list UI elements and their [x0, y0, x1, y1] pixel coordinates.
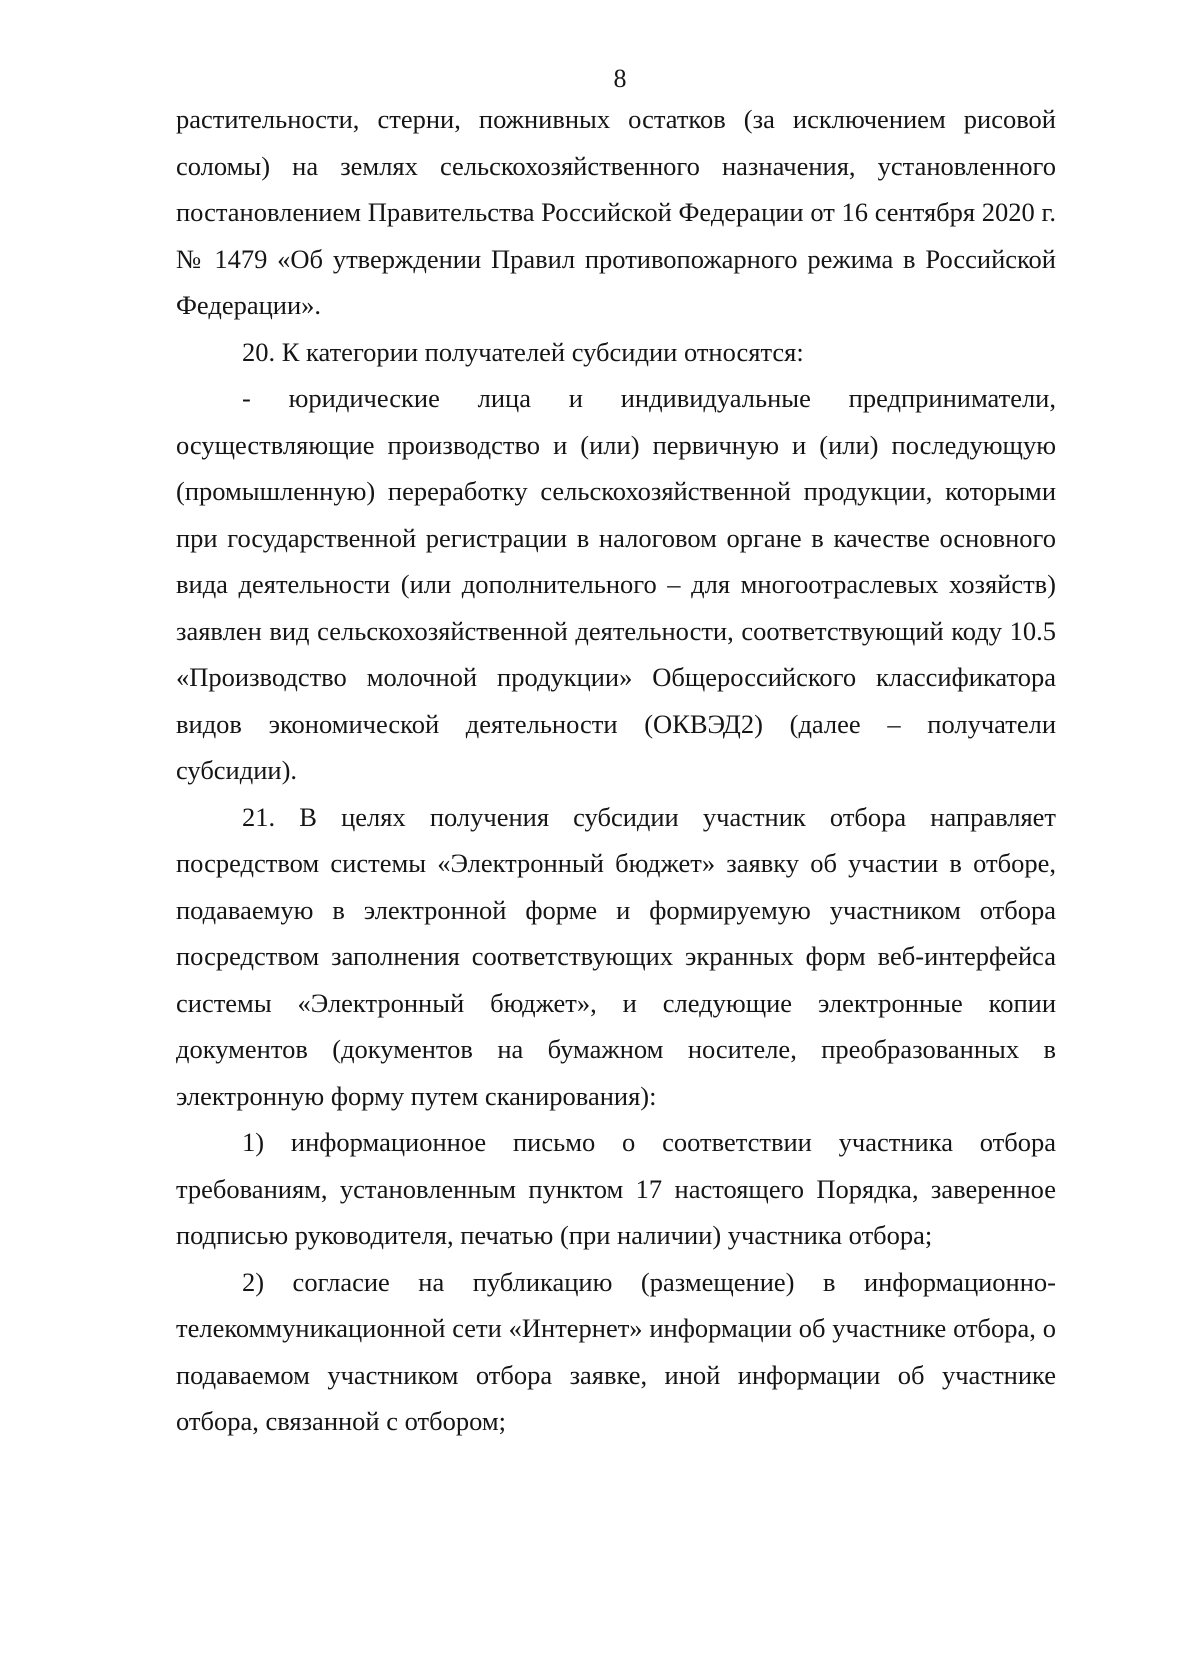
document-body [176, 96, 1056, 1445]
paragraph-continuation: растительности, стерни, пожнивных остатков (за исключением рисовой соломы) на землях сельскохозяйственного назначения, установленного постановлением Правительства Российской Федерации от 16 сентября 2020 г. № 1479 «Об утверждении Правил противопожарного режима в Российской Федерации». [176, 104, 1056, 320]
page-number: 8 [613, 64, 627, 93]
paragraph-subitem-1: 1) информационное письмо о соответствии участника отбора требованиям, установленным пунктом 17 настоящего Порядка, заверенное подписью руководителя, печатью (при наличии) участника отбора; [176, 1127, 1056, 1250]
paragraph-item-20: 20. К категории получателей субсидии относятся: [242, 336, 804, 367]
paragraph-subitem-2: 2) согласие на публикацию (размещение) в информационно-телекоммуникационной сети «Интернет» информации об участнике отбора, о подаваемом участником отбора заявке, иной информации об участнике отбора, связанной с отбором; [176, 1266, 1056, 1436]
paragraph-recipients: - юридические лица и индивидуальные предприниматели, осуществляющие производство и (или) первичную и (или) последующую (промышленную) переработку сельскохозяйственной продукции, которыми при государственной регистрации в налоговом органе в качестве основного вида деятельности (или дополнительного – для многоотраслевых хозяйств) заявлен вид сельскохозяйственной деятельности, соответствующий коду 10.5 «Производство молочной продукции» Общероссийского классификатора видов экономической деятельности (ОКВЭД2) (далее – получатели субсидии). [176, 383, 1056, 785]
paragraph-item-21: 21. В целях получения субсидии участник отбора направляет посредством системы «Электронный бюджет» заявку об участии в отборе, подаваемую в электронной форме и формируемую участником отбора посредством заполнения соответствующих экранных форм веб-интерфейса системы «Электронный бюджет», и следующие электронные копии документов (документов на бумажном носителе, преобразованных в электронную форму путем сканирования): [176, 801, 1056, 1111]
